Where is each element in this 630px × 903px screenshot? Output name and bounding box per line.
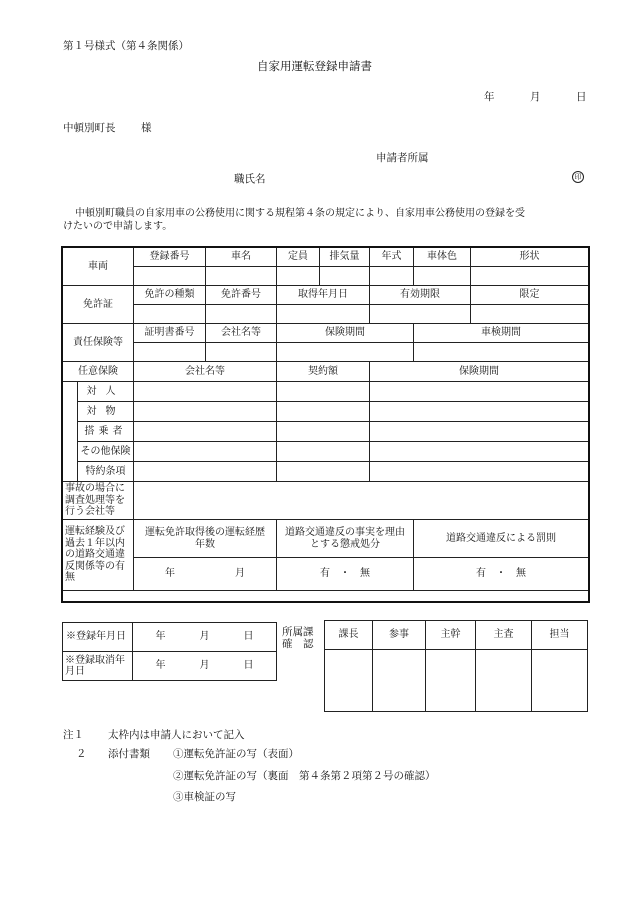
note1-label: 注１ [63,729,84,741]
license-header-number: 免許番号 [206,286,277,305]
vehicle-header-registration: 登録番号 [134,248,206,267]
vehicle-label: 車両 [63,248,134,286]
vehicle-capacity-field[interactable] [277,267,320,286]
intro-text-line1: 中頓別町職員の自家用車の公務使用に関する規程第４条の規定により、自家用車公務使用の登録を受 [75,208,525,219]
license-type-field[interactable] [134,305,206,324]
history-header-penalty: 道路交通違反による罰則 [414,520,589,558]
vehicle-name-field[interactable] [206,267,277,286]
note2-label: ２ [76,748,87,760]
intro-text-line2: けたいので申請します。 [63,221,173,232]
voluntary-indent [63,382,78,482]
vehicle-header-displacement: 排気量 [320,248,370,267]
vehicle-model-year-field[interactable] [370,267,414,286]
applicant-name-label: 職氏名 [234,173,266,185]
vehicle-color-field[interactable] [414,267,471,286]
seal-mark: 印 [572,170,584,183]
voluntary-special-amount-field[interactable] [277,462,370,482]
voluntary-passenger-company-field[interactable] [134,422,277,442]
approver-header-senior-officer: 主査 [476,621,532,650]
registration-date-field[interactable]: 年 月 日 [133,623,277,652]
approval-stamp-section-chief[interactable] [325,650,373,712]
dept-confirm-label: 所属課 確 認 [282,626,314,650]
liability-label: 責任保険等 [63,324,134,362]
history-header-discipline: 道路交通違反の事実を理由 とする懲戒処分 [277,520,414,558]
voluntary-special-period-field[interactable] [370,462,589,482]
note1-text: 太枠内は申請人において記入 [108,729,245,741]
note2-title: 添付書類 [108,748,150,760]
approver-header-counselor: 参事 [373,621,426,650]
voluntary-row-personal: 対人 [78,382,134,402]
attachment-2: ②運転免許証の写（裏面 第４条第２項第２号の確認） [173,770,436,782]
voluntary-special-company-field[interactable] [134,462,277,482]
liability-certificate-field[interactable] [134,343,206,362]
voluntary-header-amount: 契約額 [277,362,370,382]
vehicle-header-shape: 形状 [471,248,589,267]
vehicle-header-name: 車名 [206,248,277,267]
voluntary-other-company-field[interactable] [134,442,277,462]
applicant-affiliation-label: 申請者所属 [376,152,429,164]
voluntary-header-company: 会社名等 [134,362,277,382]
voluntary-row-other: その他保険 [78,442,134,462]
voluntary-label: 任意保険 [63,362,134,382]
voluntary-other-amount-field[interactable] [277,442,370,462]
vehicle-displacement-field[interactable] [320,267,370,286]
vehicle-header-color: 車体色 [414,248,471,267]
license-limitation-field[interactable] [471,305,589,324]
date-day-label: 日 [576,91,587,103]
vehicle-header-capacity: 定員 [277,248,320,267]
history-experience-field[interactable]: 年 月 [134,558,277,591]
liability-company-field[interactable] [206,343,277,362]
history-label: 運転経験及び 過去１年以内 の道路交通違 反関係等の有 無 [63,520,134,591]
cancel-date-label: ※登録取消年 月日 [63,652,133,681]
license-header-type: 免許の種類 [134,286,206,305]
voluntary-passenger-period-field[interactable] [370,422,589,442]
liability-header-period: 保険期間 [277,324,414,343]
license-header-acquired: 取得年月日 [277,286,370,305]
approval-stamp-staff[interactable] [532,650,588,712]
voluntary-row-property: 対物 [78,402,134,422]
license-acquired-field[interactable] [277,305,370,324]
voluntary-header-period: 保険期間 [370,362,589,382]
page-title: 自家用運転登録申請書 [257,59,372,73]
date-year-label: 年 [484,91,495,103]
license-header-expiry: 有効期限 [370,286,471,305]
attachment-3: ③車検証の写 [173,791,236,803]
accident-company-field[interactable] [134,482,589,520]
voluntary-row-special: 特約条項 [78,462,134,482]
voluntary-passenger-amount-field[interactable] [277,422,370,442]
vehicle-registration-field[interactable] [134,267,206,286]
history-penalty-choice[interactable]: 有 ・ 無 [414,558,589,591]
approval-stamp-senior-officer[interactable] [476,650,532,712]
form-number: 第１号様式（第４条関係） [63,40,189,52]
history-header-experience: 運転免許取得後の運転経歴 年数 [134,520,277,558]
honorific: 様 [141,122,152,134]
voluntary-property-period-field[interactable] [370,402,589,422]
voluntary-personal-period-field[interactable] [370,382,589,402]
voluntary-property-company-field[interactable] [134,402,277,422]
approver-header-staff: 担当 [532,621,588,650]
approval-stamp-chief-officer[interactable] [426,650,476,712]
liability-period-field[interactable] [277,343,414,362]
cancel-date-field[interactable]: 年 月 日 [133,652,277,681]
voluntary-personal-amount-field[interactable] [277,382,370,402]
application-table [62,247,589,591]
voluntary-personal-company-field[interactable] [134,382,277,402]
vehicle-header-model-year: 年式 [370,248,414,267]
liability-header-inspection: 車検期間 [414,324,589,343]
license-number-field[interactable] [206,305,277,324]
liability-header-certificate: 証明書番号 [134,324,206,343]
approver-header-section-chief: 課長 [325,621,373,650]
voluntary-row-passenger: 搭乗者 [78,422,134,442]
license-expiry-field[interactable] [370,305,471,324]
history-discipline-choice[interactable]: 有 ・ 無 [277,558,414,591]
approver-header-chief-officer: 主幹 [426,621,476,650]
license-label: 免許証 [63,286,134,324]
registration-date-label: ※登録年月日 [63,623,133,652]
approval-stamp-counselor[interactable] [373,650,426,712]
voluntary-property-amount-field[interactable] [277,402,370,422]
approval-table [324,620,588,712]
vehicle-shape-field[interactable] [471,267,589,286]
office-date-table [62,622,277,681]
accident-company-label: 事故の場合に 調査処理等を 行う会社等 [63,482,134,520]
attachment-1: ①運転免許証の写（表面） [173,748,299,760]
voluntary-other-period-field[interactable] [370,442,589,462]
liability-header-company: 会社名等 [206,324,277,343]
liability-inspection-field[interactable] [414,343,589,362]
date-month-label: 月 [530,91,541,103]
addressee: 中頓別町長 [63,122,116,134]
license-header-limitation: 限定 [471,286,589,305]
